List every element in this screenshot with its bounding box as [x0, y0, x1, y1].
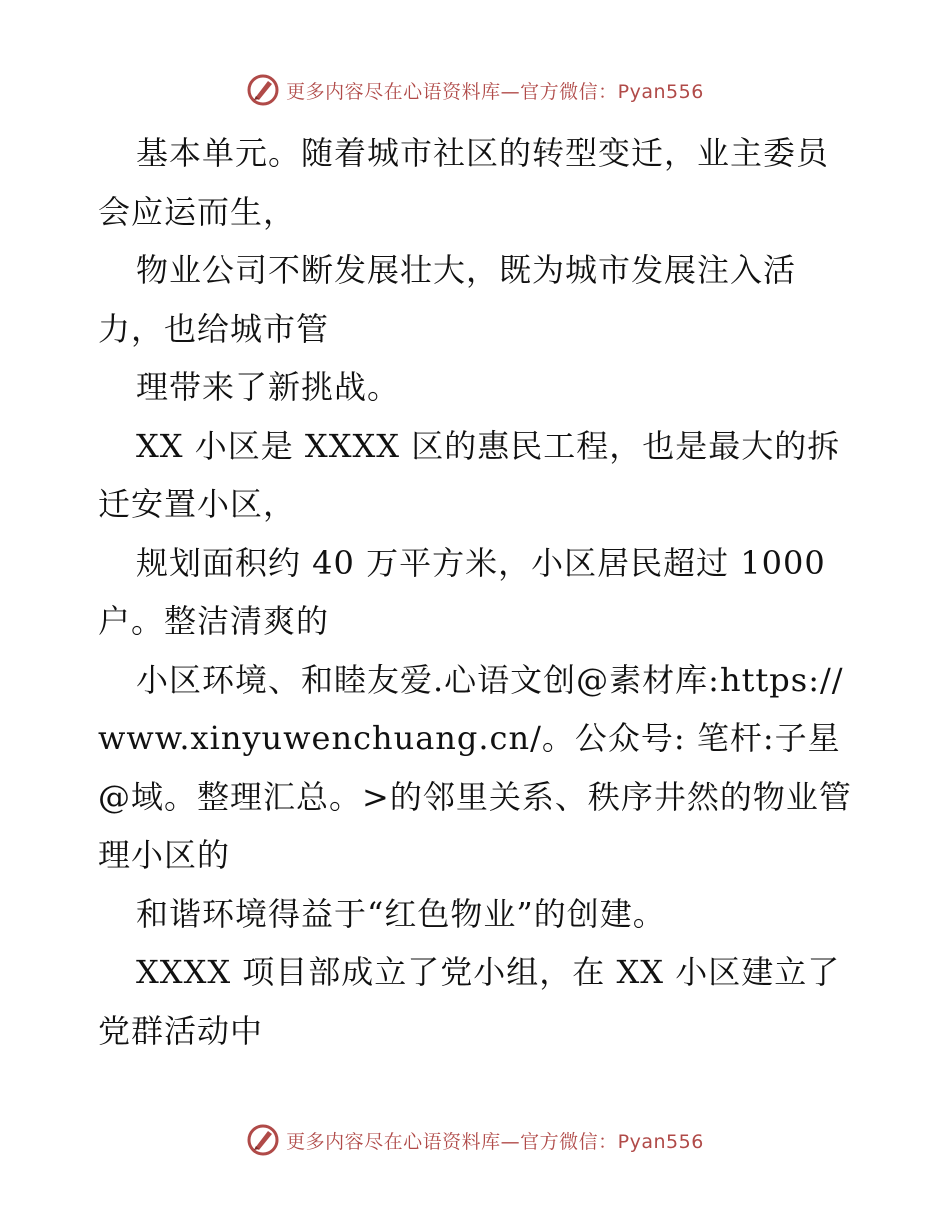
paragraph: 和谐环境得益于“红色物业”的创建。 [136, 894, 666, 933]
quill-pen-logo-icon [246, 73, 280, 107]
paragraph: 物业公司不断发展壮大，既为城市发展注入活力，也给城市管 [98, 251, 797, 348]
paragraph: 规划面积约 40 万平方米，小区居民超过 1000户。整洁清爽的 [98, 543, 826, 640]
paragraph: 小区环境、和睦友爱.心语文创@素材库:https://www.xinyuwenchuang.cn/。公众号: 笔杆:子星@域。整理汇总。>的邻里关系、秩序井然的物业管理小区的 [98, 660, 852, 874]
paragraph: 理带来了新挑战。 [136, 368, 401, 406]
banner-text: 更多内容尽在心语资料库—官方微信：Pyan556 [286, 1130, 704, 1153]
paragraph: XX 小区是 XXXX 区的惠民工程，也是最大的拆迁安置小区， [98, 426, 841, 523]
document-body [98, 124, 858, 1060]
quill-pen-logo-icon [246, 1123, 280, 1157]
paragraph: 基本单元。随着城市社区的转型变迁，业主委员会应运而生， [98, 134, 830, 231]
footer-banner [0, 1120, 950, 1160]
paragraph: XXXX 项目部成立了党小组，在 XX 小区建立了党群活动中 [98, 953, 841, 1050]
header-banner [0, 70, 950, 110]
banner-text: 更多内容尽在心语资料库—官方微信：Pyan556 [286, 80, 704, 103]
